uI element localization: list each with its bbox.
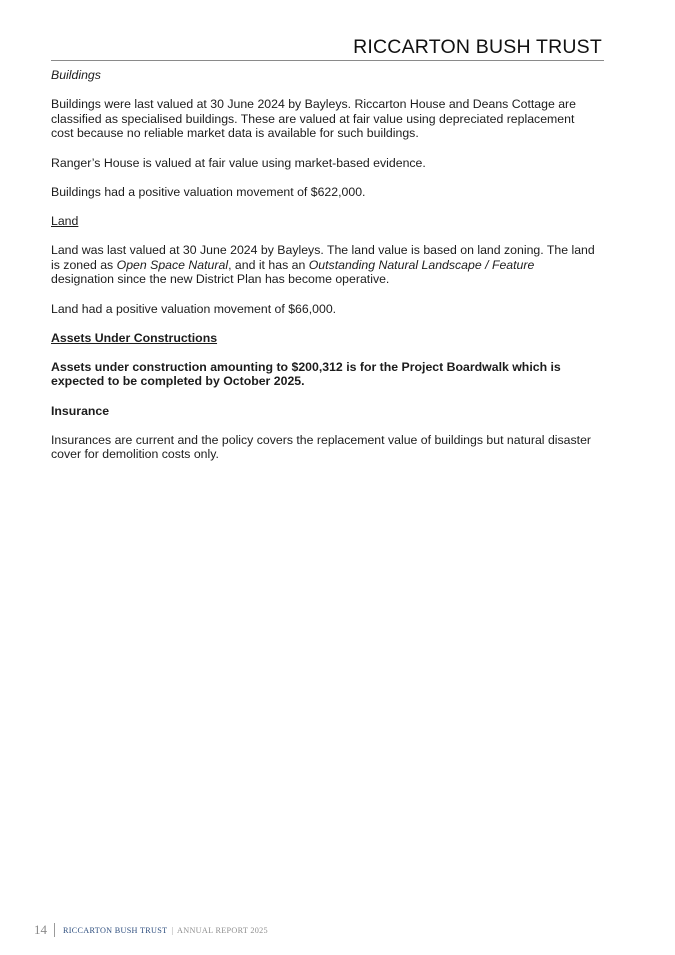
assets-heading-block xyxy=(51,331,596,346)
land-heading-block xyxy=(51,214,596,229)
buildings-paragraph-2: Ranger’s House is valued at fair value using market-based evidence. xyxy=(51,155,426,170)
zoning-name: Open Space Natural xyxy=(116,257,229,272)
buildings-paragraph-3: Buildings had a positive valuation movement of $622,000. xyxy=(51,184,366,199)
insurance-paragraph: Insurances are current and the policy covers the replacement value of buildings but natural disaster cover for demolition costs only. xyxy=(51,432,592,462)
landscape-designation: Outstanding Natural Landscape / Feature xyxy=(308,257,535,272)
footer-report-title: ANNUAL REPORT 2025 xyxy=(177,925,268,935)
insurance-heading: Insurance xyxy=(51,403,110,418)
footer-org-name: RICCARTON BUSH TRUST xyxy=(63,925,168,935)
land-text-c: , and it has an xyxy=(228,257,309,272)
assets-heading: Assets Under Constructions xyxy=(51,330,218,345)
header-divider xyxy=(51,60,604,61)
page-content xyxy=(51,68,596,477)
buildings-heading: Buildings xyxy=(51,68,101,82)
land-text-a: Land was last valued at 30 June 2024 by Bayleys. The land value is based on land zoning. The land is zoned as xyxy=(51,243,595,272)
assets-paragraph: Assets under construction amounting to $200,312 is for the Project Boardwalk which is expected to be completed by October 2025. xyxy=(51,359,561,389)
page-footer xyxy=(34,922,268,938)
buildings-paragraph-1: Buildings were last valued at 30 June 2024 by Bayleys. Riccarton House and Deans Cottage are classified as specialised buildings. These are valued at fair value using depreciated replacement cost because no reliable market data is available for such buildings. xyxy=(51,97,576,141)
footer-separator: | xyxy=(171,925,174,935)
land-heading: Land xyxy=(51,213,79,228)
page-number: 14 xyxy=(34,922,47,937)
document-title: RICCARTON BUSH TRUST xyxy=(353,36,602,58)
land-text-e: designation since the new District Plan has become operative. xyxy=(51,272,390,287)
footer-divider xyxy=(54,923,55,937)
land-paragraph-1 xyxy=(51,243,596,287)
land-paragraph-2: Land had a positive valuation movement of $66,000. xyxy=(51,301,337,316)
